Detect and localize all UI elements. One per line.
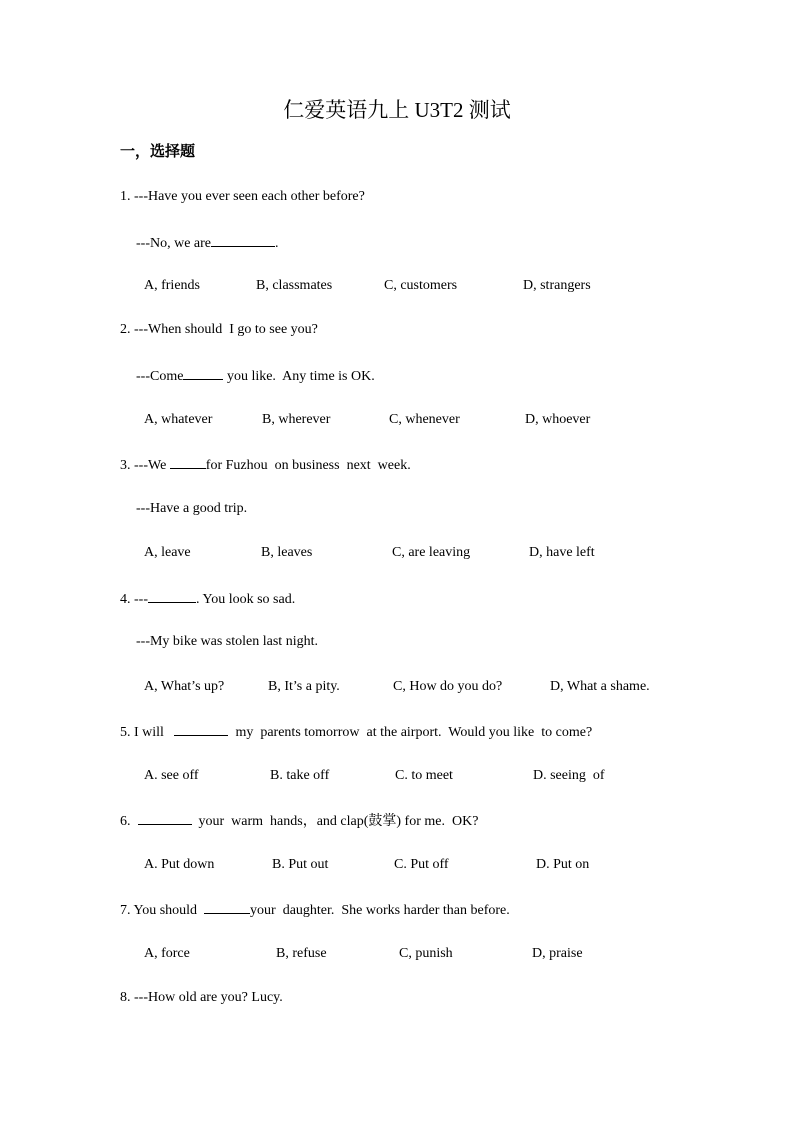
question-3-option-d: D, have left xyxy=(529,545,595,560)
reply-text: . xyxy=(275,236,279,251)
question-5-prompt xyxy=(120,721,592,743)
prompt-text: your daughter. She works harder than before. xyxy=(250,903,510,918)
question-1-reply xyxy=(136,232,279,254)
question-2-option-a: A, whatever xyxy=(144,412,213,427)
question-1-option-c: C, customers xyxy=(384,278,458,293)
prompt-text: 7. You should xyxy=(120,903,205,918)
question-4-option-d: D, What a shame. xyxy=(550,679,650,694)
question-4-option-b: B, It’s a pity. xyxy=(268,679,340,694)
question-7-option-d: D, praise xyxy=(532,946,583,961)
prompt-text: . You look so sad. xyxy=(196,592,296,607)
question-2-option-c: C, whenever xyxy=(389,412,460,427)
question-7-prompt xyxy=(120,899,510,921)
question-8-prompt: 8. ---How old are you? Lucy. xyxy=(120,990,283,1005)
question-2-prompt: 2. ---When should I go to see you? xyxy=(120,322,318,337)
reply-text: you like. Any time is OK. xyxy=(223,369,375,384)
reply-text: ---No, we are xyxy=(136,236,212,251)
answer-blank xyxy=(183,365,223,380)
answer-blank xyxy=(174,721,228,736)
prompt-text: your warm hands，and clap(鼓掌) for me. OK? xyxy=(191,814,479,829)
prompt-text: 4. --- xyxy=(120,592,148,607)
question-5-option-d: D. seeing of xyxy=(533,768,605,783)
question-7-option-c: C, punish xyxy=(399,946,453,961)
prompt-text: 5. I will xyxy=(120,725,175,740)
question-3-reply: ---Have a good trip. xyxy=(136,501,248,516)
prompt-text: 6. xyxy=(120,814,138,829)
answer-blank xyxy=(211,232,275,247)
question-1-option-d: D, strangers xyxy=(523,278,591,293)
prompt-text: 3. ---We xyxy=(120,458,170,473)
question-6-prompt xyxy=(120,810,478,832)
question-6-option-b: B. Put out xyxy=(272,857,329,872)
question-1-prompt: 1. ---Have you ever seen each other before? xyxy=(120,189,365,204)
question-6-option-d: D. Put on xyxy=(536,857,590,872)
prompt-text: for Fuzhou on business next week. xyxy=(205,458,411,473)
question-7-option-a: A, force xyxy=(144,946,190,961)
answer-blank xyxy=(170,454,206,469)
question-6-option-c: C. Put off xyxy=(394,857,449,872)
question-1-option-a: A, friends xyxy=(144,278,200,293)
question-2-option-d: D, whoever xyxy=(525,412,591,427)
reply-text: ---Come xyxy=(136,369,184,384)
question-5-option-b: B. take off xyxy=(270,768,330,783)
question-1-option-b: B, classmates xyxy=(256,278,333,293)
question-4-prompt xyxy=(120,588,295,610)
question-6-option-a: A. Put down xyxy=(144,857,215,872)
answer-blank xyxy=(148,588,196,603)
answer-blank xyxy=(204,899,250,914)
question-7-option-b: B, refuse xyxy=(276,946,327,961)
question-3-option-c: C, are leaving xyxy=(392,545,471,560)
question-2-reply xyxy=(136,365,375,387)
page-title: 仁爱英语九上 U3T2 测试 xyxy=(283,98,511,122)
question-2-option-b: B, wherever xyxy=(262,412,331,427)
question-5-option-a: A. see off xyxy=(144,768,199,783)
section-heading: 一，选择题 xyxy=(120,144,196,160)
question-4-option-a: A, What’s up? xyxy=(144,679,225,694)
question-3-option-a: A, leave xyxy=(144,545,191,560)
question-4-reply: ---My bike was stolen last night. xyxy=(136,634,318,649)
question-5-option-c: C. to meet xyxy=(395,768,453,783)
question-4-option-c: C, How do you do? xyxy=(393,679,503,694)
answer-blank xyxy=(138,810,192,825)
question-3-option-b: B, leaves xyxy=(261,545,313,560)
prompt-text: my parents tomorrow at the airport. Would you like to come? xyxy=(228,725,593,740)
question-3-prompt xyxy=(120,454,411,476)
